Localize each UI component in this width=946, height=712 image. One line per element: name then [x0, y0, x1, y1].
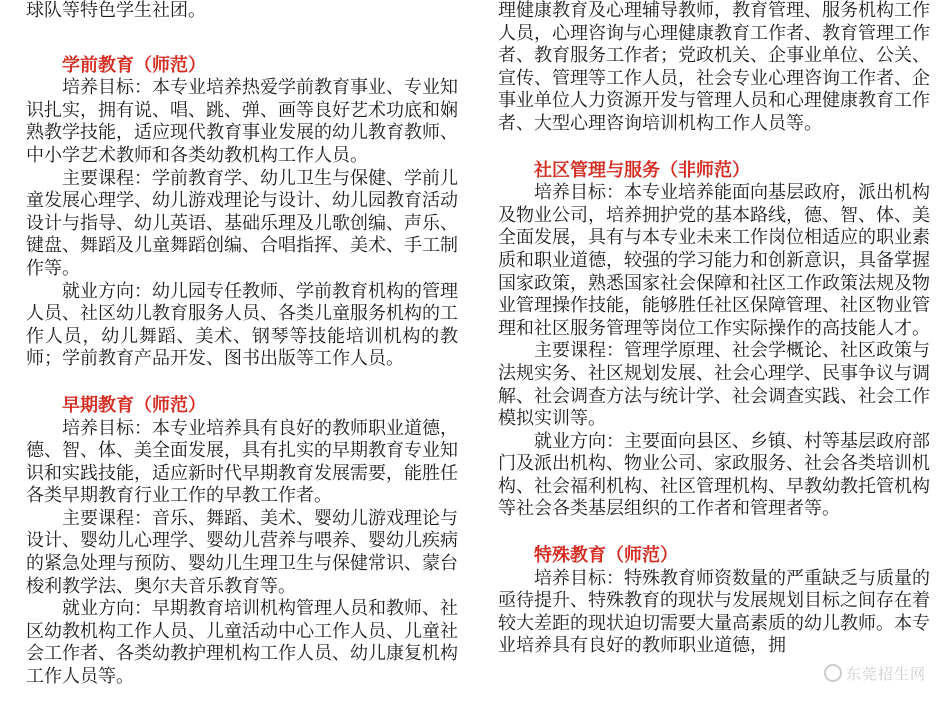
preschool-jobs: 就业方向：幼儿园专任教师、学前教育机构的管理人员、社区幼儿教育服务人员、各类儿童服务机构的工作人员，幼儿舞蹈、美术、钢琴等技能培训机构的教师；学前教育产品开发、图书出版等工作人员。	[26, 280, 458, 370]
watermark-logo-icon	[824, 664, 842, 682]
early-education-goal: 培养目标：本专业培养具有良好的教师职业道德，德、智、体、美全面发展，具有扎实的早期教育专业知识和实践技能，适应新时代早期教育发展需要，能胜任各类早期教育行业工作的早教工作者。	[26, 417, 458, 507]
section-title-preschool: 学前教育（师范）	[62, 54, 206, 76]
watermark-text: 东莞招生网	[845, 665, 926, 683]
section-title-early-education: 早期教育（师范）	[62, 394, 206, 416]
early-education-courses: 主要课程：音乐、舞蹈、美术、婴幼儿游戏理论与设计、婴幼儿心理学、婴幼儿营养与喂养、婴幼儿疾病的紧急处理与预防、婴幼儿生理卫生与保健常识、蒙台梭利教学法、奥尔夫音乐教育等。	[26, 507, 458, 597]
right-column	[498, 0, 930, 658]
special-education-goal: 培养目标：特殊教育师资数量的严重缺乏与质量的亟待提升、特殊教育的现状与发展规划目标之间存在着较大差距的现状迫切需要大量高素质的幼儿教师。本专业培养具有良好的教师职业道德，拥	[498, 567, 930, 657]
section-title-special-education: 特殊教育（师范）	[534, 545, 678, 567]
community-management-goal: 培养目标：本专业培养能面向基层政府，派出机构及物业公司，培养拥护党的基本路线，德、智、体、美全面发展，具有与本专业未来工作岗位相适应的职业素质和职业道德，较强的学习能力和创新意识，具备掌握国家政策，熟悉国家社会保障和社区工作政策法规及物业管理操作技能，能够胜任社区保障管理、社区物业管理和社区服务管理等岗位工作实际操作的高技能人才。	[498, 182, 930, 339]
intro-tail-right: 理健康教育及心理辅导教师，教育管理、服务机构工作人员，心理咨询与心理健康教育工作者、教育管理工作者、教育服务工作者；党政机关、企事业单位、公关、宣传、管理等工作人员，社会专业心理咨询工作者、企事业单位人力资源开发与管理人员和心理健康教育工作者、大型心理咨询培训机构工作人员等。	[498, 0, 930, 134]
community-management-jobs: 就业方向：主要面向县区、乡镇、村等基层政府部门及派出机构、物业公司、家政服务、社会各类培训机构、社会福利机构、社区管理机构、早教幼教托管机构等社会各类基层组织的工作者和管理者等。	[498, 430, 930, 520]
community-management-courses: 主要课程：管理学原理、社会学概论、社区政策与法规实务、社区规划发展、社会心理学、民事争议与调解、社会调查方法与统计学、社会调查实践、社会工作模拟实训等。	[498, 340, 930, 430]
preschool-courses: 主要课程：学前教育学、幼儿卫生与保健、学前儿童发展心理学、幼儿游戏理论与设计、幼儿园教育活动设计与指导、幼儿英语、基础乐理及儿歌创编、声乐、键盘、舞蹈及儿童舞蹈创编、合唱指挥、美术、手工制作等。	[26, 167, 458, 279]
section-title-community-management: 社区管理与服务（非师范）	[534, 159, 750, 181]
left-column	[26, 0, 458, 689]
intro-tail-left: 球队等特色学生社团。	[26, 0, 206, 21]
watermark	[824, 663, 926, 684]
early-education-jobs: 就业方向：早期教育培训机构管理人员和教师、社区幼教机构工作人员、儿童活动中心工作人员、儿童社会工作者、各类幼教护理机构工作人员、幼儿康复机构工作人员等。	[26, 598, 458, 688]
preschool-goal: 培养目标：本专业培养热爱学前教育事业、专业知识扎实，拥有说、唱、跳、弹、画等良好艺术功底和娴熟教学技能，适应现代教育事业发展的幼儿教育教师、中小学艺术教师和各类幼教机构工作人员。	[26, 77, 458, 166]
